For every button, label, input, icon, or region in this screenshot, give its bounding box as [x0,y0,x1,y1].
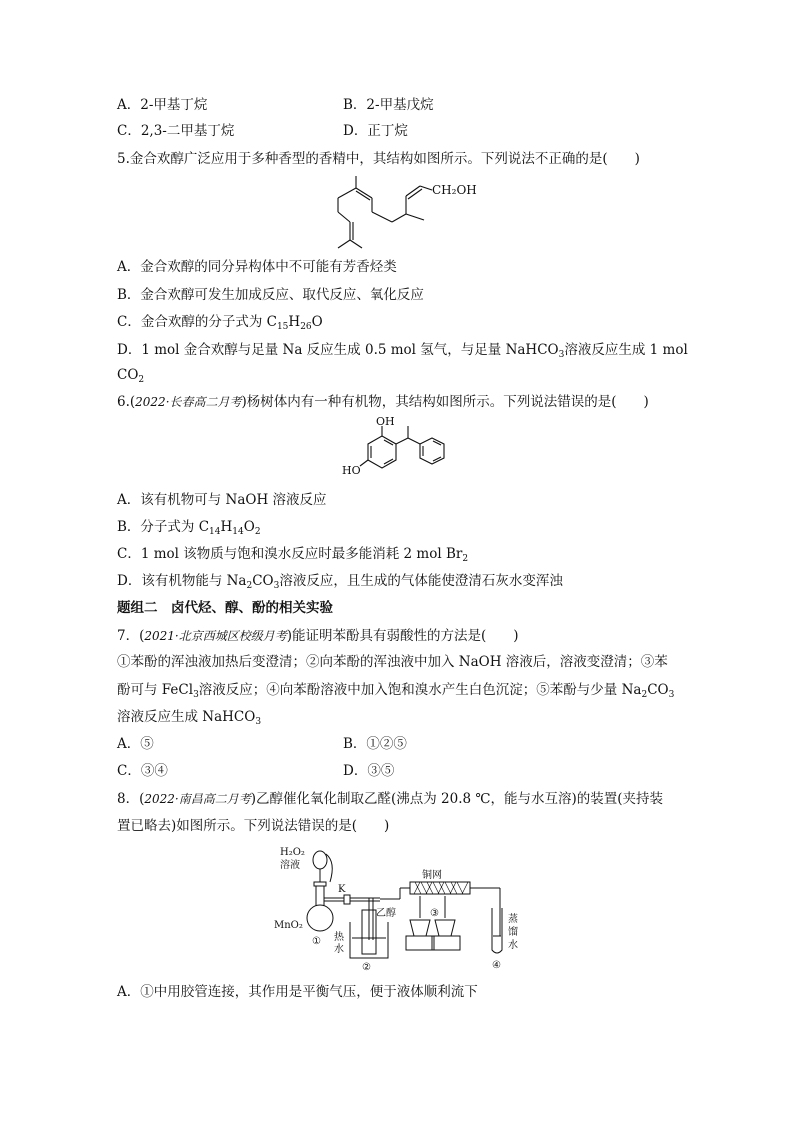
label-n3: ③ [430,908,439,919]
label-n4: ④ [492,960,501,971]
label-k: K [338,884,346,895]
q8-stem-line-2: 置已略去)如图所示。下列说法错误的是( ) [117,818,390,834]
q7-stem: 7．(2021·北京西城区校级月考)能证明苯酚具有弱酸性的方法是( ) [117,628,519,644]
q8-stem: 8．(2022·南昌高二月考)乙醇催化氧化制取乙醛(沸点为 20.8 ℃，能与水互溶)的装置(夹持装 [117,791,664,807]
label-liu: 馏 [508,927,518,938]
farnesol-ch2oh-label: CH₂OH [432,183,477,197]
label-mno2: MnO₂ [274,920,303,931]
q5-stem: 5.金合欢醇广泛应用于多种香型的香精中，其结构如图所示。下列说法不正确的是( ) [117,151,640,167]
group2-title: 题组二 卤代烃、醇、酚的相关实验 [117,600,333,616]
oh-top-label: OH [376,415,395,428]
q7-option-c: C．③④ [117,763,168,779]
farnesol-structure [310,170,500,255]
label-shui2: 水 [508,940,518,951]
q4-option-c: C．2,3-二甲基丁烷 [117,123,235,139]
label-n2: ② [362,962,371,973]
q4-option-b: B．2-甲基戊烷 [343,97,434,113]
q5-option-d: D．1 mol 金合欢醇与足量 Na 反应生成 0.5 mol 氢气，与足量 NaHCO$_3$溶液反应生成 1 mol [117,342,688,360]
q6-option-d: D．该有机物能与 $Na_2CO_3$溶液反应，且生成的气体能使澄清石灰水变浑浊 [117,573,563,591]
q8-option-a: A．①中用胶管连接，其作用是平衡气压，便于液体顺利流下 [117,984,478,1000]
label-tongwang: 铜网 [422,870,442,881]
q7-option-a: A．⑤ [117,736,154,752]
label-yichun: 乙醇 [376,908,396,919]
q7-body-line-2: 酚可与 FeCl$_3$溶液反应；④向苯酚溶液中加入饱和溴水产生白色沉淀；⑤苯酚与少量 $Na_2CO_3$ [117,682,675,700]
q4-option-d: D．正丁烷 [343,123,408,139]
q7-body-line-1: ①苯酚的浑浊液加热后变澄清；②向苯酚的浑浊液中加入 NaOH 溶液后，溶液变澄清；③苯 [117,654,668,670]
q6-stem: 6.(2022·长春高二月考)杨树体内有一种有机物，其结构如图所示。下列说法错误的是( ) [117,394,649,410]
q5-option-b: B．金合欢醇可发生加成反应、取代反应、氧化反应 [117,287,424,303]
ho-left-label: HO [342,464,361,477]
label-re: 热 [334,932,344,943]
q7-body-line-3: 溶液反应生成 NaHCO$_3$ [117,709,262,727]
q7-option-d: D．③⑤ [343,763,395,779]
q5-option-c: C．金合欢醇的分子式为 $C_{15}H_{26}O$ [117,314,323,332]
q6-option-b: B．分子式为 $C_{14}H_{14}O_2$ [117,519,261,537]
label-h2o2: H₂O₂ [280,847,305,858]
q6-option-c: C．1 mol 该物质与饱和溴水反应时最多能消耗 2 mol $Br_2$ [117,546,469,564]
label-rongye: 溶液 [280,860,300,871]
label-n1: ① [312,936,321,947]
apparatus-figure [270,840,530,975]
q5-option-d-cont: $CO_2$ [117,367,145,385]
q5-option-a: A．金合欢醇的同分异构体中不可能有芳香烃类 [117,259,397,275]
q4-option-a: A．2-甲基丁烷 [117,97,208,113]
label-shui: 水 [334,944,344,955]
phenol-structure [340,414,460,486]
label-zheng: 蒸 [508,914,518,925]
q6-option-a: A．该有机物可与 NaOH 溶液反应 [117,492,327,508]
q7-option-b: B．①②⑤ [343,736,407,752]
